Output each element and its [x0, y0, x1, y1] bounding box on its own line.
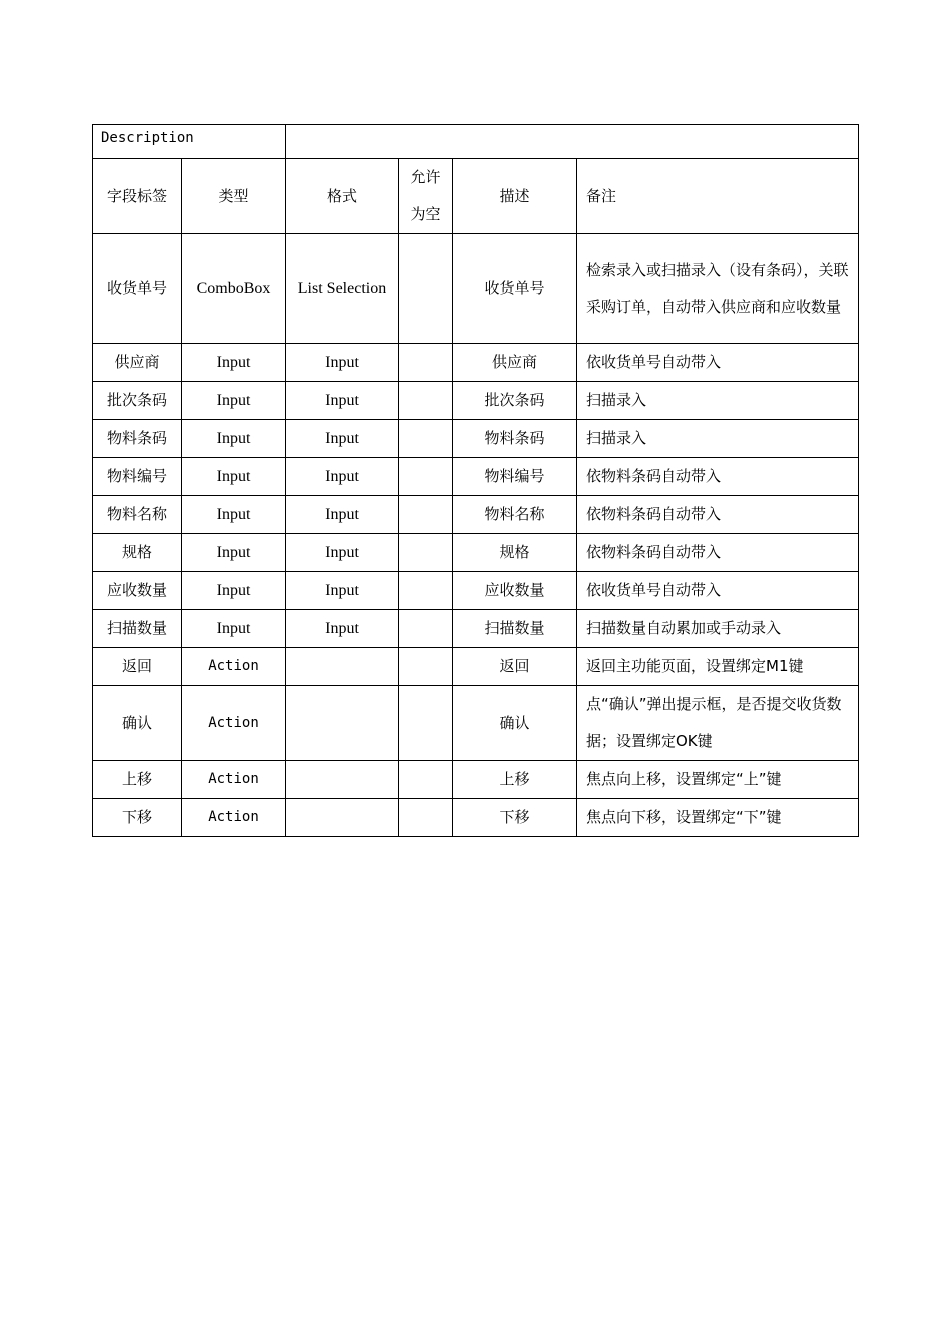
field-label-cell: 返回 [93, 648, 182, 686]
description-cell: 物料条码 [453, 420, 577, 458]
type-cell: Action [182, 799, 286, 837]
header-type: 类型 [182, 159, 286, 234]
table-row [93, 572, 859, 610]
format-cell: Input [286, 610, 399, 648]
type-cell: Input [182, 496, 286, 534]
type-cell: Input [182, 610, 286, 648]
format-cell: Input [286, 344, 399, 382]
format-cell: Input [286, 420, 399, 458]
format-cell: Input [286, 496, 399, 534]
remark-cell: 点“确认”弹出提示框，是否提交收货数据；设置绑定OK键 [577, 686, 859, 761]
type-cell: Input [182, 458, 286, 496]
remark-cell: 依物料条码自动带入 [577, 534, 859, 572]
format-cell [286, 761, 399, 799]
nullable-cell [399, 648, 453, 686]
description-cell: 批次条码 [453, 382, 577, 420]
description-cell: 上移 [453, 761, 577, 799]
nullable-cell [399, 572, 453, 610]
table-row [93, 610, 859, 648]
field-label-cell: 物料编号 [93, 458, 182, 496]
nullable-cell [399, 496, 453, 534]
field-label-cell: 收货单号 [93, 234, 182, 344]
remark-cell: 扫描录入 [577, 382, 859, 420]
nullable-cell [399, 761, 453, 799]
header-nullable-line2: 为空 [410, 205, 441, 223]
table-row [93, 686, 859, 761]
header-remark: 备注 [577, 159, 859, 234]
remark-cell: 检索录入或扫描录入（设有条码），关联采购订单，自动带入供应商和应收数量 [577, 234, 859, 344]
nullable-cell [399, 420, 453, 458]
table-row [93, 382, 859, 420]
description-cell: 返回 [453, 648, 577, 686]
description-cell: 应收数量 [453, 572, 577, 610]
table-row [93, 344, 859, 382]
header-nullable [399, 159, 453, 234]
format-cell [286, 799, 399, 837]
field-label-cell: 物料名称 [93, 496, 182, 534]
type-cell: Input [182, 534, 286, 572]
field-spec-table [92, 124, 859, 837]
remark-cell: 依物料条码自动带入 [577, 496, 859, 534]
format-cell: Input [286, 534, 399, 572]
description-cell: 物料编号 [453, 458, 577, 496]
table-body [93, 234, 859, 837]
type-cell: Input [182, 420, 286, 458]
format-cell: Input [286, 382, 399, 420]
nullable-cell [399, 534, 453, 572]
description-cell: 确认 [453, 686, 577, 761]
header-nullable-line1: 允许 [410, 168, 441, 186]
table-row [93, 799, 859, 837]
table-row [93, 420, 859, 458]
remark-cell: 依物料条码自动带入 [577, 458, 859, 496]
field-label-cell: 批次条码 [93, 382, 182, 420]
table-row [93, 761, 859, 799]
type-cell: ComboBox [182, 234, 286, 344]
field-label-cell: 下移 [93, 799, 182, 837]
type-cell: Action [182, 686, 286, 761]
format-cell: List Selection [286, 234, 399, 344]
field-label-cell: 应收数量 [93, 572, 182, 610]
type-cell: Input [182, 382, 286, 420]
remark-cell: 返回主功能页面，设置绑定M1键 [577, 648, 859, 686]
description-label: Description [93, 125, 286, 159]
format-cell: Input [286, 458, 399, 496]
field-label-cell: 规格 [93, 534, 182, 572]
table-row [93, 234, 859, 344]
description-cell: 收货单号 [453, 234, 577, 344]
field-label-cell: 供应商 [93, 344, 182, 382]
type-cell: Action [182, 761, 286, 799]
nullable-cell [399, 799, 453, 837]
description-cell: 规格 [453, 534, 577, 572]
nullable-cell [399, 458, 453, 496]
header-description: 描述 [453, 159, 577, 234]
format-cell: Input [286, 572, 399, 610]
description-cell: 供应商 [453, 344, 577, 382]
type-cell: Input [182, 572, 286, 610]
remark-cell: 扫描录入 [577, 420, 859, 458]
nullable-cell [399, 344, 453, 382]
table-row [93, 648, 859, 686]
nullable-cell [399, 234, 453, 344]
description-cell: 物料名称 [453, 496, 577, 534]
field-label-cell: 扫描数量 [93, 610, 182, 648]
format-cell [286, 686, 399, 761]
header-field-label: 字段标签 [93, 159, 182, 234]
remark-cell: 焦点向下移，设置绑定“下”键 [577, 799, 859, 837]
table-row [93, 496, 859, 534]
nullable-cell [399, 610, 453, 648]
field-label-cell: 确认 [93, 686, 182, 761]
table-row [93, 534, 859, 572]
nullable-cell [399, 382, 453, 420]
description-row [93, 125, 859, 159]
format-cell [286, 648, 399, 686]
description-value [286, 125, 859, 159]
remark-cell: 扫描数量自动累加或手动录入 [577, 610, 859, 648]
remark-cell: 焦点向上移，设置绑定“上”键 [577, 761, 859, 799]
header-format: 格式 [286, 159, 399, 234]
type-cell: Input [182, 344, 286, 382]
field-label-cell: 物料条码 [93, 420, 182, 458]
header-row [93, 159, 859, 234]
remark-cell: 依收货单号自动带入 [577, 572, 859, 610]
remark-cell: 依收货单号自动带入 [577, 344, 859, 382]
nullable-cell [399, 686, 453, 761]
table-row [93, 458, 859, 496]
description-cell: 下移 [453, 799, 577, 837]
field-label-cell: 上移 [93, 761, 182, 799]
description-cell: 扫描数量 [453, 610, 577, 648]
type-cell: Action [182, 648, 286, 686]
